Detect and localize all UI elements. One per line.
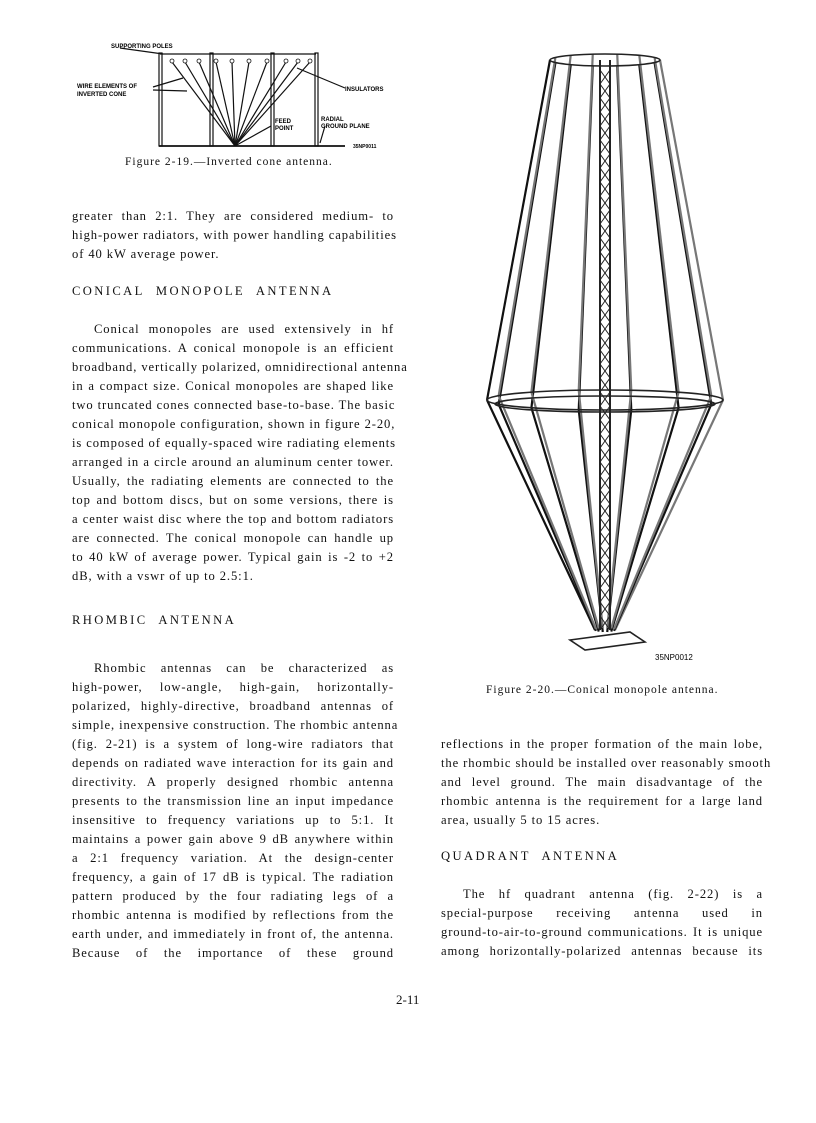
text-line: of 40 kW average power. [72,247,220,261]
label-insulators: INSULATORS [345,87,384,93]
text-line: among horizontally-polarized antennas because its [441,944,763,958]
text-line: to 40 kW of average power. Typical gain is -2 to +2 [72,550,394,564]
text-line: is composed of equally-spaced wire radiating elements [72,436,396,450]
label-supporting-poles: SUPPORTING POLES [111,44,173,50]
text-line: the rhombic should be installed over reasonably smooth [441,756,772,770]
figure-2-19-inverted-cone-diagram [75,38,395,150]
rhombic-paragraph [72,659,399,963]
text-line: high-power radiators, with power handling capabilities [72,228,397,242]
heading-rhombic: RHOMBIC ANTENNA [72,613,237,627]
heading-conical-monopole: CONICAL MONOPOLE ANTENNA [72,284,334,298]
text-line: broadband, vertically polarized, omnidirectional antenna [72,360,408,374]
text-line: special-purpose receiving antenna used in [441,906,763,920]
text-line: (fig. 2-21) is a system of long-wire radiators that [72,737,394,751]
text-line: frequency, a gain of 17 dB is typical. The radiation [72,870,394,884]
text-line: conical monopole configuration, shown in figure 2-20, [72,417,396,431]
text-line: directivity. A properly designed rhombic antenna [72,775,394,789]
text-line: are connected. The conical monopole can handle up [72,531,394,545]
text-line: rhombic antenna is modified by reflections from the [72,908,394,922]
text-line: ground-to-air-to-ground communications. It is unique [441,925,763,939]
intro-paragraph [72,207,397,264]
text-line: Conical monopoles are used extensively in hf [94,322,394,336]
figure-2-19-caption: Figure 2-19.—Inverted cone antenna. [125,156,333,168]
figure-2-20-conical-monopole-image [460,40,750,670]
heading-quadrant: QUADRANT ANTENNA [441,849,620,863]
label-feed: FEED [275,119,292,125]
text-line: maintains a power gain above 9 dB anywhere within [72,832,394,846]
text-line: Because of the importance of these ground [72,946,394,960]
text-line: a 2:1 frequency variation. At the design-center [72,851,394,865]
text-line: communications. A conical monopole is an efficient [72,341,394,355]
figure-code: 35NP0012 [655,653,693,662]
text-line: high-power, low-angle, high-gain, horizontally- [72,680,394,694]
text-line: simple, inexpensive construction. The rhombic antenna [72,718,399,732]
figure-2-20-caption: Figure 2-20.—Conical monopole antenna. [486,684,719,696]
text-line: dB, with a vswr of up to 2.5:1. [72,569,254,583]
text-line: Usually, the radiating elements are connected to the [72,474,394,488]
text-line: reflections in the proper formation of the main lobe, [441,737,763,751]
text-line: in a compact size. Conical monopoles are shaped like [72,379,394,393]
label-radial: RADIAL [321,117,344,123]
text-line: greater than 2:1. They are considered medium- to [72,209,394,223]
text-line: Rhombic antennas can be characterized as [94,661,394,675]
label-inverted-cone: INVERTED CONE [77,92,127,98]
text-line: a center waist disc where the top and bottom radiators [72,512,394,526]
text-line: rhombic antenna is the requirement for a large land [441,794,763,808]
text-line: earth under, and immediately in front of, the antenna. [72,927,394,941]
text-line: presents to the transmission line an input impedance [72,794,394,808]
conical-monopole-paragraph [72,320,408,586]
text-line: and level ground. The main disadvantage of the [441,775,763,789]
text-line: area, usually 5 to 15 acres. [441,813,601,827]
text-line: depends on radiated wave interaction for its gain and [72,756,394,770]
text-line: pattern produced by the four radiating legs of a [72,889,394,903]
label-point: POINT [275,126,294,132]
text-line: top and bottom discs, but on some versions, there is [72,493,394,507]
text-line: The hf quadrant antenna (fig. 2-22) is a [463,887,763,901]
text-line: polarized, highly-directive, broadband antennas of [72,699,394,713]
text-line: two truncated cones connected base-to-base. The basic [72,398,396,412]
figure-code: 35NP0011 [353,144,377,150]
rhombic-continued-paragraph [441,735,772,830]
quadrant-paragraph [441,885,763,961]
page-number: 2-11 [396,992,420,1007]
text-line: arranged in a circle around an aluminum center tower. [72,455,394,469]
label-wire-elements: WIRE ELEMENTS OF [77,84,137,90]
text-line: insensitive to frequency variations up to 5:1. It [72,813,394,827]
label-ground-plane: GROUND PLANE [321,124,370,130]
